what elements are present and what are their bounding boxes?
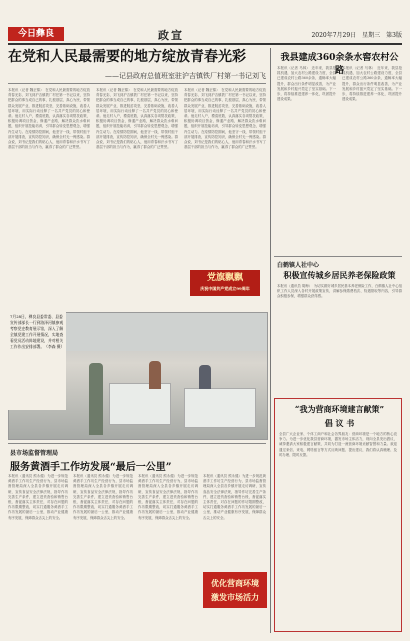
section-divider bbox=[8, 443, 266, 444]
business-environment-banner bbox=[203, 572, 267, 608]
proposal-headline: “我为营商环境建言献策” bbox=[294, 404, 385, 414]
section-name: 政宣 bbox=[158, 29, 184, 42]
right-divider bbox=[274, 256, 402, 257]
proposal-subheadline: 倡 议 书 bbox=[324, 418, 355, 428]
roads-body-col2: 本报讯（记者 马林） 近年来，我县抢抓机遇，加大农村公路建设力度，全县已建成农村公路360余条，通畅率大幅提升，群众出行条件明显改善，为产业发展和乡村振兴奠定了坚实基础。下一步，将持续推进建养一体化，巩固提升建设成果。 bbox=[342, 66, 402, 102]
photo-caption: 7月28日，彝良县委常委、县委宣传部部长一行到洛泽河镇参观考察党史教育展示馆，深入了解全镇党建工作开展情况，实地查看党员活动阵地建设，并对相关工作作出安排部署。（李森 摄） bbox=[8, 312, 66, 410]
lead-body-col3: 本报讯（记者 魏正锦） 在党和人民最需要的地方绽放青春光彩，刘飞到沪吉镇铁厂村任第一书记以来，坚持把群众的事当成自己的事，扎根基层，真心为民，带领群众发展产业，推进脱贫攻坚，完善基础设施，改善人居环境，用实际行动诠释了一名共产党员的初心和使命。他走村入户，摸清底数，认真落实各项帮扶政策，积极协调项目资金，修通产业路，解决群众饮水难问题，组织开展技能培训，引导群众转变思想观念，增强内生动力。在疫情防控期间，他坚守一线，带领村组干部开展排查，宣传防控知识，确保全村无一例感染。群众说，刘书记是我们的贴心人，他用青春和汗水书写了基层干部的担当与作为，赢得了群众的广泛赞誉。 bbox=[184, 88, 266, 150]
lead-divider bbox=[8, 83, 266, 84]
proposal-body: 全县广大企业家、个体工商户和社会各界朋友：营商环境是一个地方的核心竞争力。为进一步优化我县营商环境，激发市场主体活力，现向全县发出倡议，诚挚邀请大家积极建言献策，共同为打造一流营商环境贡献智慧和力量。欢迎通过来信、来电、网络留言等方式反映问题、提出建议，我们将认真梳理、及时办理、限时反馈。 bbox=[279, 432, 397, 457]
roads-body-col1: 本报讯（记者 马林） 近年来，我县抢抓机遇，加大农村公路建设力度，全县已建成农村公路360余条，通畅率大幅提升，群众出行条件明显改善，为产业发展和乡村振兴奠定了坚实基础。下一步，将持续推进建养一体化，巩固提升建设成果。 bbox=[277, 66, 336, 102]
page-header bbox=[8, 27, 402, 45]
badge-main: 党旗飘飘 bbox=[206, 273, 243, 283]
lead-headline: 在党和人民最需要的地方绽放青春光彩 bbox=[8, 49, 246, 65]
lead-body-col1: 本报讯（记者 魏正锦） 在党和人民最需要的地方绽放青春光彩，刘飞到沪吉镇铁厂村任第一书记以来，坚持把群众的事当成自己的事，扎根基层，真心为民，带领群众发展产业，推进脱贫攻坚，完善基础设施，改善人居环境，用实际行动诠释了一名共产党员的初心和使命。他走村入户，摸清底数，认真落实各项帮扶政策，积极协调项目资金，修通产业路，解决群众饮水难问题，组织开展技能培训，引导群众转变思想观念，增强内生动力。在疫情防控期间，他坚守一线，带领村组干部开展排查，宣传防控知识，确保全村无一例感染。群众说，刘书记是我们的贴心人，他用青春和汗水书写了基层干部的担当与作为，赢得了群众的广泛赞誉。 bbox=[8, 88, 90, 150]
pension-kicker: 白鹤镇人社中心 bbox=[277, 262, 320, 269]
photo-display-case bbox=[109, 383, 171, 425]
party-flag-badge bbox=[190, 270, 260, 296]
photo-person bbox=[89, 363, 103, 435]
market-headline: 服务黄酒手工作坊发展“最后一公里” bbox=[10, 462, 172, 473]
issue-date: 2020年7月29日 星期三 第3版 bbox=[311, 32, 402, 39]
lead-subheadline: ——记县政府总值班室驻沪吉镇铁厂村第一书记刘飞 bbox=[105, 72, 266, 80]
banner-line2: 激发市场活力 bbox=[211, 592, 259, 602]
masthead-logo: 今日彝良 bbox=[8, 27, 64, 41]
banner-line1: 优化营商环境 bbox=[211, 578, 259, 588]
market-body-col4: 本报讯（通讯员 熊永健）为进一步规范黄酒手工作坊生产经营行为，县市场监督管理局深入全县各乡镇开展走访调研，宣传食品安全法律法规，指导作坊完善生产条件，建立进货查验和销售台账，督促落实主体责任，对存在问题的作坊限期整改，切实打通服务黄酒手工作坊发展的最后一公里，推动产业健康有序发展，保障群众舌尖上的安全。 bbox=[203, 474, 266, 520]
photo-display-case bbox=[184, 388, 256, 428]
market-body-col1: 本报讯（通讯员 熊永健）为进一步规范黄酒手工作坊生产经营行为，县市场监督管理局深入全县各乡镇开展走访调研，宣传食品安全法律法规，指导作坊完善生产条件，建立进货查验和销售台账，督促落实主体责任，对存在问题的作坊限期整改，切实打通服务黄酒手工作坊发展的最后一公里，推动产业健康有序发展，保障群众舌尖上的安全。 bbox=[8, 474, 68, 520]
column-rule bbox=[270, 48, 271, 633]
pension-body: 本报讯（通讯员 胡梅） 为切实做好城乡居民基本养老保险工作，白鹤镇人社中心组织工作人员深入各村开展政策宣传，讲解参保缴费档次、待遇领取等内容，引导群众积极参保，增强群众获得感。 bbox=[277, 284, 402, 299]
pension-headline: 积极宣传城乡居民养老保险政策 bbox=[283, 270, 396, 280]
market-body-col2: 本报讯（通讯员 熊永健）为进一步规范黄酒手工作坊生产经营行为，县市场监督管理局深入全县各乡镇开展走访调研，宣传食品安全法律法规，指导作坊完善生产条件，建立进货查验和销售台账，督促落实主体责任，对存在问题的作坊限期整改，切实打通服务黄酒手工作坊发展的最后一公里，推动产业健康有序发展，保障群众舌尖上的安全。 bbox=[73, 474, 133, 520]
market-body-col3: 本报讯（通讯员 熊永健）为进一步规范黄酒手工作坊生产经营行为，县市场监督管理局深入全县各乡镇开展走访调研，宣传食品安全法律法规，指导作坊完善生产条件，建立进货查验和销售台账，督促落实主体责任，对存在问题的作坊限期整改，切实打通服务黄酒手工作坊发展的最后一公里，推动产业健康有序发展，保障群众舌尖上的安全。 bbox=[138, 474, 198, 520]
photo-person bbox=[199, 365, 211, 389]
photo-person bbox=[149, 361, 161, 389]
badge-sub: 庆祝中国共产党成立99周年 bbox=[200, 286, 250, 291]
market-kicker: 县市场监督管理局 bbox=[10, 450, 59, 457]
lead-body-col2: 本报讯（记者 魏正锦） 在党和人民最需要的地方绽放青春光彩，刘飞到沪吉镇铁厂村任第一书记以来，坚持把群众的事当成自己的事，扎根基层，真心为民，带领群众发展产业，推进脱贫攻坚，完善基础设施，改善人居环境，用实际行动诠释了一名共产党员的初心和使命。他走村入户，摸清底数，认真落实各项帮扶政策，积极协调项目资金，修通产业路，解决群众饮水难问题，组织开展技能培训，引导群众转变思想观念，增强内生动力。在疫情防控期间，他坚守一线，带领村组干部开展排查，宣传防控知识，确保全村无一例感染。群众说，刘书记是我们的贴心人，他用青春和汗水书写了基层干部的担当与作为，赢得了群众的广泛赞誉。 bbox=[96, 88, 178, 150]
roads-headline: 我县建成360余条水窖农村公路 bbox=[280, 53, 399, 76]
